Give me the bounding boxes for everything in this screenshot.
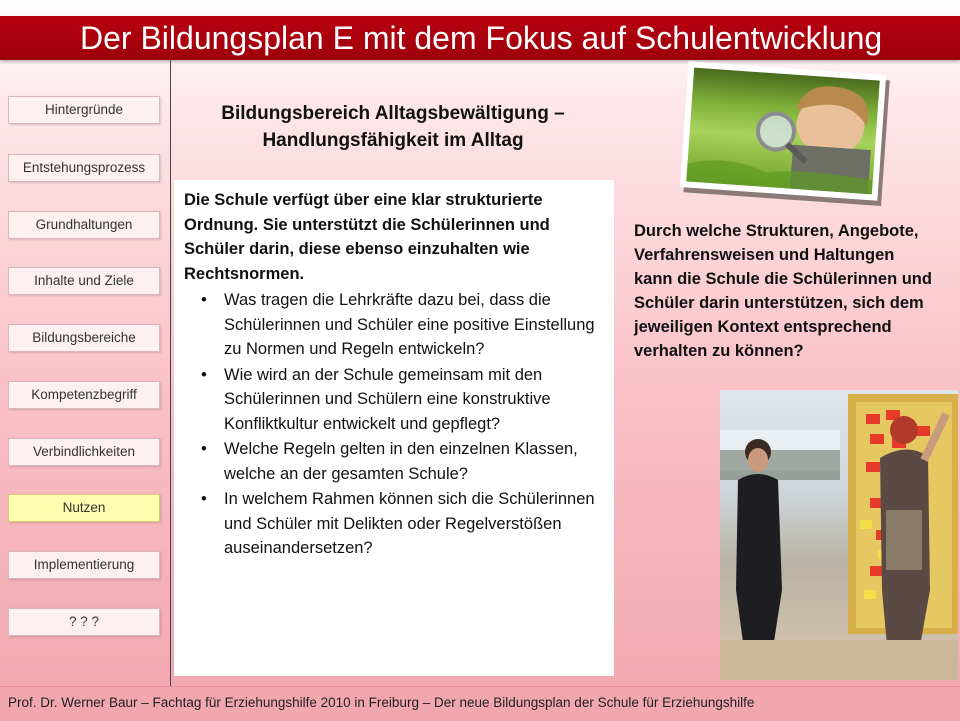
photo-boy-image — [686, 68, 879, 195]
list-item-text: Wie wird an der Schule gemeinsam mit den Schülerinnen und Schülern eine konstruktive Konfliktkultur entwickelt und gepflegt? — [224, 365, 551, 433]
title-bar — [0, 16, 960, 60]
nav-button-hintergruende[interactable]: Hintergründe — [8, 96, 160, 124]
bullet-marker: • — [201, 291, 207, 309]
nav-button-more[interactable]: ? ? ? — [8, 608, 160, 636]
nav-button-bildungsbereiche[interactable]: Bildungsbereiche — [8, 324, 160, 352]
nav-button-entstehungsprozess[interactable]: Entstehungsprozess — [8, 154, 160, 182]
guiding-question: Durch welche Strukturen, Angebote, Verfahrensweisen und Haltungen kann die Schule die Schülerinnen und Schüler darin unterstützen, sich dem jeweiligen Kontext entsprechend verhalten zu können? — [634, 222, 932, 360]
intro-paragraph: Die Schule verfügt über eine klar strukturierte Ordnung. Sie unterstützt die Schülerinnen und Schüler darin, diese ebenso einzuhalten wie Rechtsnormen. — [184, 191, 550, 283]
bullet-marker: • — [201, 365, 207, 384]
content-textbox — [174, 180, 614, 676]
bullet-marker: • — [201, 440, 207, 458]
question-list — [184, 288, 606, 561]
nav-divider — [170, 60, 171, 686]
list-item-text: Was tragen die Lehrkräfte dazu bei, dass die Schülerinnen und Schüler eine positive Einstellung zu Normen und Regeln entwickeln? — [224, 291, 595, 358]
photo-boy-magnifying-glass — [680, 61, 886, 201]
list-item — [184, 437, 606, 486]
bullet-marker: • — [201, 490, 207, 508]
footer-bar — [0, 686, 960, 721]
nav-button-kompetenzbegriff[interactable]: Kompetenzbegriff — [8, 381, 160, 409]
boy-illustration — [686, 68, 879, 195]
photo-workshop — [720, 390, 958, 680]
nav-button-inhalte-und-ziele[interactable]: Inhalte und Ziele — [8, 267, 160, 295]
workshop-illustration — [720, 390, 958, 680]
nav-button-nutzen[interactable]: Nutzen — [8, 494, 160, 522]
list-item — [184, 363, 606, 437]
section-title-line-1: Bildungsbereich Alltagsbewältigung – — [221, 103, 565, 124]
section-title — [172, 100, 614, 154]
list-item — [184, 288, 606, 362]
nav-button-verbindlichkeiten[interactable]: Verbindlichkeiten — [8, 438, 160, 466]
list-item-text: In welchem Rahmen können sich die Schülerinnen und Schüler mit Delikten oder Regelverstößen auseinandersetzen? — [224, 490, 595, 557]
list-item — [184, 487, 606, 561]
list-item-text: Welche Regeln gelten in den einzelnen Klassen, welche an der gesamten Schule? — [224, 440, 578, 483]
footer-text: Prof. Dr. Werner Baur – Fachtag für Erziehungshilfe 2010 in Freiburg – Der neue Bildungsplan der Schule für Erziehungshilfe — [8, 695, 755, 710]
nav-button-grundhaltungen[interactable]: Grundhaltungen — [8, 211, 160, 239]
nav-button-implementierung[interactable]: Implementierung — [8, 551, 160, 579]
section-title-line-2: Handlungsfähigkeit im Alltag — [262, 130, 524, 151]
slide-title: Der Bildungsplan E mit dem Fokus auf Schulentwicklung — [80, 20, 883, 56]
